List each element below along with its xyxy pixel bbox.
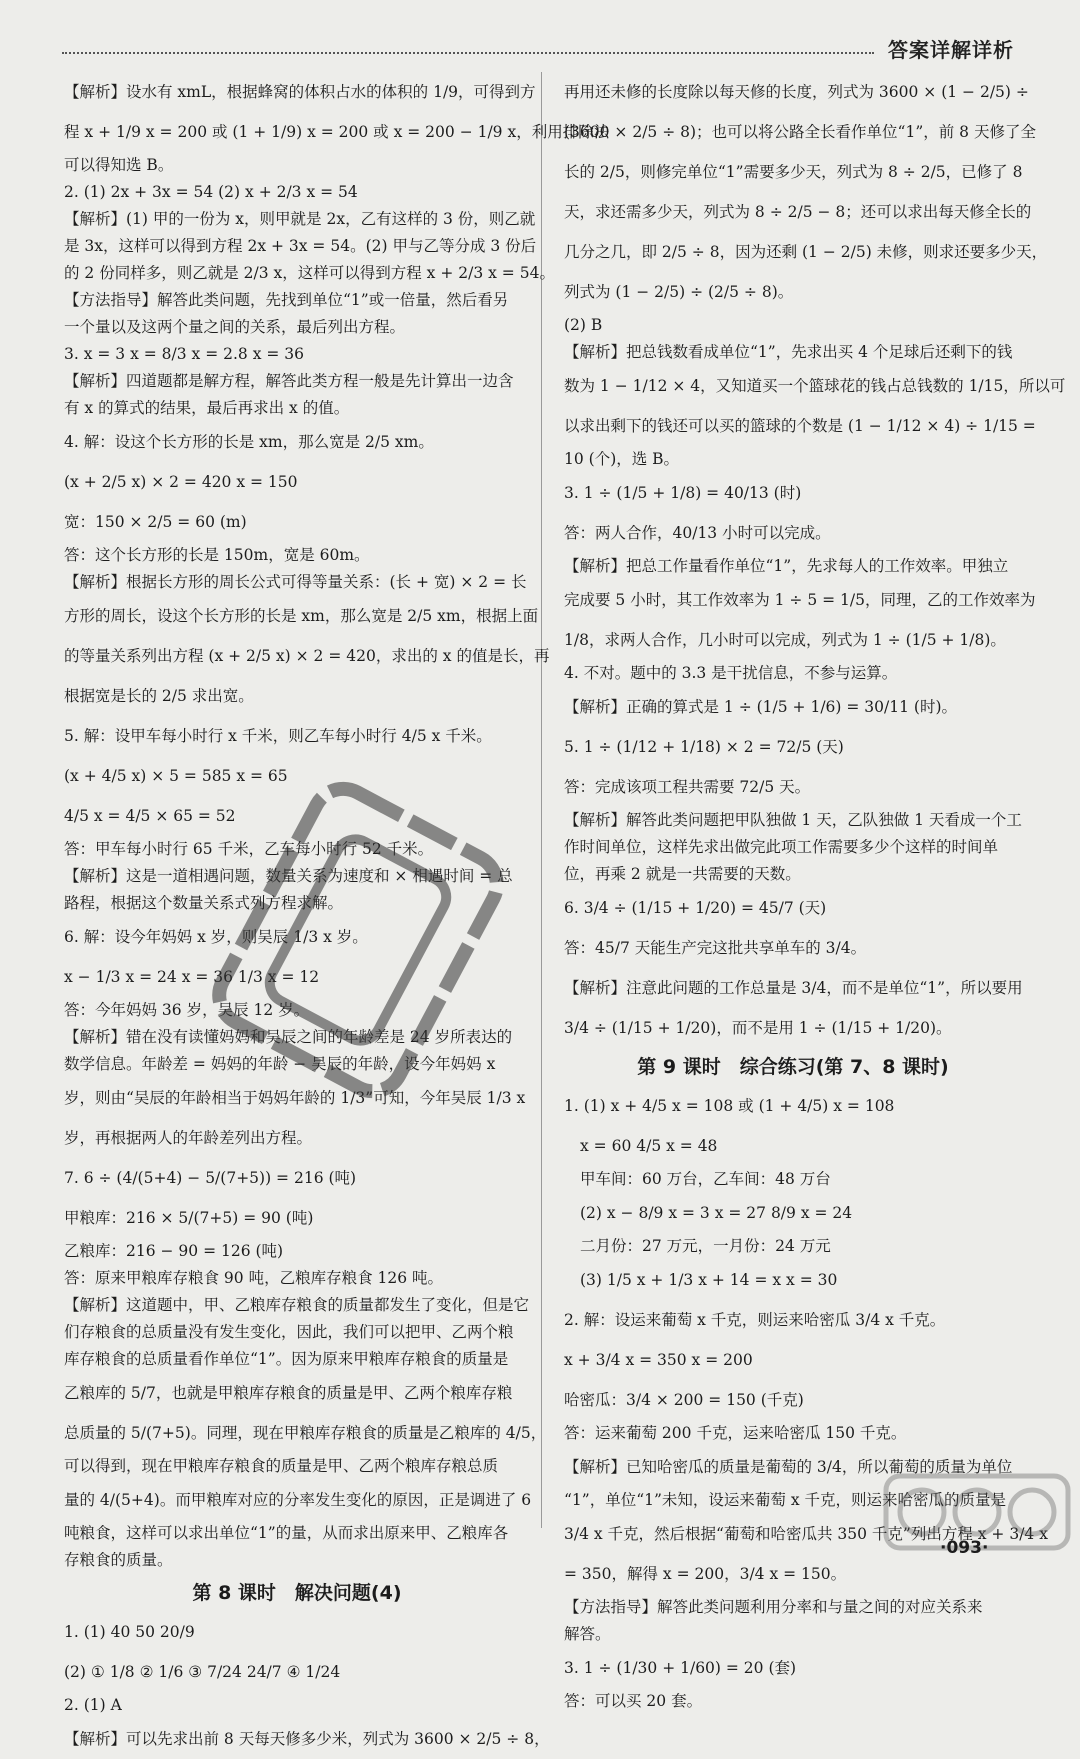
answer-item: 3. 1 ÷ (1/30 + 1/60) = 20 (套) bbox=[564, 1659, 797, 1677]
text-line: 答：可以买 20 套。 bbox=[564, 1692, 703, 1710]
analysis-line: 【方法指导】解答此类问题利用分率和与量之间的对应关系来 bbox=[564, 1598, 983, 1616]
right-column bbox=[564, 72, 1066, 1715]
text-line: 是 3x，这样可以得到方程 2x + 3x = 54。(2) 甲与乙等分成 3 份后 bbox=[64, 237, 537, 255]
analysis-line: 【解析】这是一道相遇问题，数量关系为速度和 × 相遇时间 = 总 bbox=[64, 867, 513, 885]
lesson-heading: 第 9 课时 综合练习(第 7、8 课时) bbox=[637, 1056, 949, 1078]
answer-item: 2. (1) A bbox=[64, 1696, 122, 1714]
answer-item: 3. x = 3 x = 8/3 x = 2.8 x = 36 bbox=[64, 345, 305, 363]
text-line: (x + 2/5 x) × 2 = 420 x = 150 bbox=[64, 473, 298, 491]
analysis-line: 【解析】(1) 甲的一份为 x，则甲就是 2x，乙有这样的 3 份，则乙就 bbox=[64, 210, 536, 228]
analysis-line: 【解析】解答此类问题把甲队独做 1 天，乙队独做 1 天看成一个工 bbox=[564, 811, 1022, 829]
answer-item: 5. 解：设甲车每小时行 x 千米，则乙车每小时行 4/5 x 千米。 bbox=[64, 727, 492, 745]
text-line: 答：原来甲粮库存粮食 90 吨，乙粮库存粮食 126 吨。 bbox=[64, 1269, 444, 1287]
text-line: 位，再乘 2 就是一共需要的天数。 bbox=[564, 865, 801, 883]
text-line: 乙粮库：216 − 90 = 126 (吨) bbox=[64, 1242, 284, 1260]
text-line: 可以得到，现在甲粮库存粮食的质量是甲、乙两个粮库存粮总质 bbox=[64, 1457, 499, 1475]
lesson-heading: 第 8 课时 解决问题(4) bbox=[192, 1582, 402, 1604]
analysis-line: 【方法指导】解答此类问题，先找到单位“1”或一倍量，然后看另 bbox=[64, 291, 509, 309]
text-line: 作时间单位，这样先求出做完此项工作需要多少个这样的时间单 bbox=[564, 838, 999, 856]
answer-item: 6. 解：设今年妈妈 x 岁，则吴辰 1/3 x 岁。 bbox=[64, 928, 368, 946]
text-line: 根据宽是长的 2/5 求出宽。 bbox=[64, 687, 254, 705]
answer-item: 4. 解：设这个长方形的长是 xm，那么宽是 2/5 xm。 bbox=[64, 433, 434, 451]
analysis-line: 【解析】四道题都是解方程，解答此类方程一般是先计算出一边含 bbox=[64, 372, 514, 390]
text-line: 3/4 ÷ (1/15 + 1/20)，而不是用 1 ÷ (1/15 + 1/20)。 bbox=[564, 1019, 952, 1037]
text-line: 答：45/7 天能生产完这批共享单车的 3/4。 bbox=[564, 939, 867, 957]
text-line: 吨粮食，这样可以求出单位“1”的量，从而求出原来甲、乙粮库各 bbox=[64, 1524, 509, 1542]
text-line: 甲车间：60 万台，乙车间：48 万台 bbox=[580, 1170, 831, 1188]
analysis-line: 【解析】已知哈密瓜的质量是葡萄的 3/4，所以葡萄的质量为单位 bbox=[564, 1458, 1013, 1476]
text-line: 数为 1 − 1/12 × 4，又知道买一个篮球花的钱占总钱数的 1/15，所以可 bbox=[564, 377, 1066, 395]
text-line: 长的 2/5，则修完单位“1”需要多少天，列式为 8 ÷ 2/5，已修了 8 bbox=[564, 163, 1023, 181]
text-line: (3) 1/5 x + 1/3 x + 14 = x x = 30 bbox=[580, 1271, 838, 1289]
analysis-line: 【解析】注意此问题的工作总量是 3/4，而不是单位“1”，所以要用 bbox=[564, 979, 1023, 997]
text-line: 路程，根据这个数量关系式列方程求解。 bbox=[64, 894, 344, 912]
text-line: 甲粮库：216 × 5/(7+5) = 90 (吨) bbox=[64, 1209, 314, 1227]
text-line: 的等量关系列出方程 (x + 2/5 x) × 2 = 420，求出的 x 的值是长，再 bbox=[64, 647, 550, 665]
analysis-line: 【解析】可以先求出前 8 天每天修多少米，列式为 3600 × 2/5 ÷ 8， bbox=[64, 1730, 550, 1748]
text-line: 答：完成该项工程共需要 72/5 天。 bbox=[564, 778, 811, 796]
text-line: 再用还未修的长度除以每天修的长度，列式为 3600 × (1 − 2/5) ÷ bbox=[564, 83, 1029, 101]
text-line: 几分之几，即 2/5 ÷ 8，因为还剩 (1 − 2/5) 未修，则求还要多少天， bbox=[564, 243, 1048, 261]
text-line: (2) B bbox=[564, 316, 603, 334]
text-line: 库存粮食的总质量看作单位“1”。因为原来甲粮库存粮食的质量是 bbox=[64, 1350, 509, 1368]
answer-item: 2. 解：设运来葡萄 x 千克，则运来哈密瓜 3/4 x 千克。 bbox=[564, 1311, 946, 1329]
answer-item: 1. (1) 40 50 20/9 bbox=[64, 1623, 195, 1641]
text-line: 答：这个长方形的长是 150m，宽是 60m。 bbox=[64, 546, 370, 564]
text-line: (2) x − 8/9 x = 3 x = 27 8/9 x = 24 bbox=[580, 1204, 853, 1222]
text-line: x − 1/3 x = 24 x = 36 1/3 x = 12 bbox=[64, 968, 320, 986]
text-line: (x + 4/5 x) × 5 = 585 x = 65 bbox=[64, 767, 288, 785]
text-line: 岁，再根据两人的年龄差列出方程。 bbox=[64, 1129, 313, 1147]
analysis-line: 【解析】这道题中，甲、乙粮库存粮食的质量都发生了变化，但是它 bbox=[64, 1296, 530, 1314]
text-line: 总质量的 5/(7+5)。同理，现在甲粮库存粮食的质量是乙粮库的 4/5， bbox=[64, 1424, 547, 1442]
text-line: 解答。 bbox=[564, 1625, 611, 1643]
text-line: 们存粮食的总质量没有发生变化，因此，我们可以把甲、乙两个粮 bbox=[64, 1323, 514, 1341]
text-line: 完成要 5 小时，其工作效率为 1 ÷ 5 = 1/5，同理，乙的工作效率为 bbox=[564, 591, 1036, 609]
analysis-line: 【解析】设水有 xmL，根据蜂窝的体积占水的体积的 1/9，可得到方 bbox=[64, 83, 536, 101]
text-line: 答：运来葡萄 200 千克，运来哈密瓜 150 千克。 bbox=[564, 1424, 907, 1442]
text-line: 存粮食的质量。 bbox=[64, 1551, 173, 1569]
answer-item: 3. 1 ÷ (1/5 + 1/8) = 40/13 (时) bbox=[564, 484, 802, 502]
text-line: 哈密瓜：3/4 × 200 = 150 (千克) bbox=[564, 1391, 804, 1409]
text-line: x + 3/4 x = 350 x = 200 bbox=[564, 1351, 753, 1369]
analysis-line: 【解析】把总钱数看成单位“1”，先求出买 4 个足球后还剩下的钱 bbox=[564, 343, 1013, 361]
answer-item: 5. 1 ÷ (1/12 + 1/18) × 2 = 72/5 (天) bbox=[564, 738, 844, 756]
text-line: (3600 × 2/5 ÷ 8)；也可以将公路全长看作单位“1”，前 8 天修了全 bbox=[564, 123, 1036, 141]
analysis-line: 【解析】错在没有读懂妈妈和吴辰之间的年龄差是 24 岁所表达的 bbox=[64, 1028, 513, 1046]
text-line: 岁，则由“吴辰的年龄相当于妈妈年龄的 1/3”可知，今年吴辰 1/3 x bbox=[64, 1089, 526, 1107]
text-line: 的 2 份同样多，则乙就是 2/3 x，这样可以得到方程 x + 2/3 x = 54。 bbox=[64, 264, 555, 282]
text-line: 4/5 x = 4/5 × 65 = 52 bbox=[64, 807, 236, 825]
text-line: “1”，单位“1”未知，设运来葡萄 x 千克，则运来哈密瓜的质量是 bbox=[564, 1491, 1007, 1509]
answer-item: 1. (1) x + 4/5 x = 108 或 (1 + 4/5) x = 108 bbox=[564, 1097, 895, 1115]
text-line: 天，求还需多少天，列式为 8 ÷ 2/5 − 8；还可以求出每天修全长的 bbox=[564, 203, 1032, 221]
text-line: 可以得知选 B。 bbox=[64, 156, 174, 174]
page-number: ·093· bbox=[940, 1538, 989, 1558]
text-line: 宽：150 × 2/5 = 60 (m) bbox=[64, 513, 247, 531]
text-line: 1/8，求两人合作，几小时可以完成，列式为 1 ÷ (1/5 + 1/8)。 bbox=[564, 631, 1006, 649]
answer-item: 7. 6 ÷ (4/(5+4) − 5/(7+5)) = 216 (吨) bbox=[64, 1169, 357, 1187]
answer-item: 2. (1) 2x + 3x = 54 (2) x + 2/3 x = 54 bbox=[64, 183, 358, 201]
text-line: 一个量以及这两个量之间的关系，最后列出方程。 bbox=[64, 318, 406, 336]
column-divider bbox=[541, 72, 542, 1528]
analysis-line: 【解析】正确的算式是 1 ÷ (1/5 + 1/6) = 30/11 (时)。 bbox=[564, 698, 957, 716]
header-dotted-rule bbox=[62, 52, 874, 54]
text-line: 以求出剩下的钱还可以买的篮球的个数是 (1 − 1/12 × 4) ÷ 1/15 = bbox=[564, 417, 1036, 435]
answer-item: 6. 3/4 ÷ (1/15 + 1/20) = 45/7 (天) bbox=[564, 899, 827, 917]
text-line: 答：两人合作，40/13 小时可以完成。 bbox=[564, 524, 831, 542]
analysis-line: 【解析】把总工作量看作单位“1”，先求每人的工作效率。甲独立 bbox=[564, 557, 1009, 575]
text-line: 方形的周长，设这个长方形的长是 xm，那么宽是 2/5 xm，根据上面 bbox=[64, 607, 539, 625]
text-line: 有 x 的算式的结果，最后再求出 x 的值。 bbox=[64, 399, 350, 417]
analysis-line: 【解析】根据长方形的周长公式可得等量关系：(长 + 宽) × 2 = 长 bbox=[64, 573, 527, 591]
text-line: (2) ① 1/8 ② 1/6 ③ 7/24 24/7 ④ 1/24 bbox=[64, 1663, 341, 1681]
text-line: 量的 4/(5+4)。而甲粮库对应的分率发生变化的原因，正是调进了 6 bbox=[64, 1491, 532, 1509]
text-line: 10 (个)，选 B。 bbox=[564, 450, 680, 468]
text-line: = 350，解得 x = 200，3/4 x = 150。 bbox=[564, 1565, 847, 1583]
text-line: 列式为 (1 − 2/5) ÷ (2/5 ÷ 8)。 bbox=[564, 283, 794, 301]
text-line: 二月份：27 万元，一月份：24 万元 bbox=[580, 1237, 831, 1255]
text-line: 答：甲车每小时行 65 千米，乙车每小时行 52 千米。 bbox=[64, 840, 434, 858]
text-line: 乙粮库的 5/7，也就是甲粮库存粮食的质量是甲、乙两个粮库存粮 bbox=[64, 1384, 513, 1402]
header-title: 答案详解详析 bbox=[888, 38, 1014, 62]
text-line: 答：今年妈妈 36 岁，吴辰 12 岁。 bbox=[64, 1001, 310, 1019]
text-line: 3/4 x 千克，然后根据“葡萄和哈密瓜共 350 千克”列出方程 x + 3/4 x bbox=[564, 1525, 1048, 1543]
text-line: 程 x + 1/9 x = 200 或 (1 + 1/9) x = 200 或 x = 200 − 1/9 x，利用排除法 bbox=[64, 123, 610, 141]
text-line: x = 60 4/5 x = 48 bbox=[580, 1137, 718, 1155]
answer-item: 4. 不对。题中的 3.3 是干扰信息，不参与运算。 bbox=[564, 664, 898, 682]
text-line: 数学信息。年龄差 = 妈妈的年龄 − 吴辰的年龄，设今年妈妈 x bbox=[64, 1055, 496, 1073]
